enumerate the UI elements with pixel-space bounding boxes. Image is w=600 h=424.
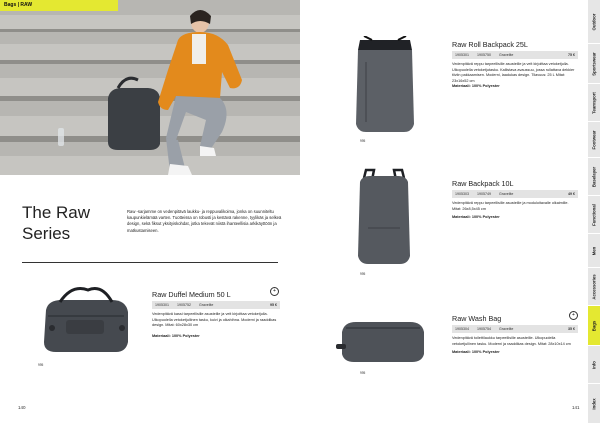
backpack-10l-info-bar <box>452 190 578 198</box>
duffel-material: Materiaali: 100% Polyester <box>152 334 200 338</box>
wash-bag-price: 35 € <box>568 327 575 331</box>
series-title-line1: The Raw <box>22 203 91 222</box>
wash-bag-color: Gravelite <box>499 327 514 331</box>
backpack-10l-ean: 1905749 <box>477 192 491 196</box>
tab-baselayer[interactable]: Baselayer <box>588 158 600 196</box>
tab-functional[interactable]: Functional <box>588 196 600 234</box>
tab-info[interactable]: Info <box>588 346 600 384</box>
plus-icon: + <box>572 312 575 318</box>
plus-icon: + <box>273 288 276 294</box>
wash-bag-color-code: 995 <box>360 371 366 375</box>
backpack-10l-sku: 1905303 <box>455 192 469 196</box>
duffel-sku: 1905301 <box>155 303 169 307</box>
series-title <box>22 202 90 244</box>
duffel-add-button[interactable] <box>270 287 279 296</box>
tab-accessories[interactable]: Accessories <box>588 268 600 306</box>
backpack-10l-image <box>354 168 414 268</box>
tab-bags[interactable]: Bags <box>588 306 600 346</box>
backpack-10l-color: Gravelite <box>499 192 514 196</box>
backpack-10l-description: Vedenpitävä reppu tarpeellisille asusteille ja moduloitavalle olkaimille. Mitat: 26x8,5x45 cm <box>452 201 569 211</box>
backpack-10l-name: Raw Backpack 10L <box>452 179 514 188</box>
roll-backpack-description: Vedenpitävä reppu tarpeellisille asusteille ja veit kirjoittaa vetoketjulla. Ulkopuolella vetoketjutasku. Kallistava avaussuu, jossa rullattava dekkier tiiviin pakkaamisen. Moderni, laadukas design. Tilavuus: 25 L Mitat: 23x16x52 cm <box>452 62 575 83</box>
roll-backpack-color-code: 995 <box>360 139 366 143</box>
tab-index[interactable]: Index <box>588 384 600 424</box>
roll-backpack-price: 75 € <box>568 53 575 57</box>
series-title-line2: Series <box>22 224 71 243</box>
wash-bag-sku: 1905304 <box>455 327 469 331</box>
tab-outdoor[interactable]: Outdoor <box>588 0 600 44</box>
wash-bag-ean: 1905754 <box>477 327 491 331</box>
page-number-left: 140 <box>18 405 26 410</box>
roll-backpack-image <box>350 36 420 136</box>
duffel-ean: 1905752 <box>177 303 191 307</box>
wash-bag-description: Vedenpitävä toilettilaukku tarpeellisille asusteille. Ulkopuolella vetoketjullinen tasku. Moderni ja raaddikas design. Mitat: 28x10x14 cm <box>452 336 571 346</box>
roll-backpack-ean: 1905750 <box>477 53 491 57</box>
series-description: Raw -sarjamme on vedenpitävä laukku- ja reppuvalikoima, jonka on suunniteltu kaupunkielämää varten. Tuotteissa on robusti ja kestävä rakenne, tyylikäs ja selkeä design, sekä fiksut yksityiskohdat, jotka tekevät niistä ihanteellisia arkikäyttöön ja matkustamiseen. <box>127 209 282 233</box>
section-divider <box>22 262 278 263</box>
duffel-description: Vedenpitävä kassi tarpeellisille asusteille ja veit kirjoittaa vetoketjulla. Ulkopuolella vetoketjullinen tasku, kuivi ja olkahihna. Moderni ja raaddikas design. Mitat: 60x28x30 cm <box>152 312 277 328</box>
tab-footwear[interactable]: Footwear <box>588 122 600 158</box>
wash-bag-info-bar <box>452 325 578 333</box>
hero-photo <box>0 0 300 175</box>
category-tabs <box>588 0 600 424</box>
backpack-10l-price: 49 € <box>568 192 575 196</box>
tab-sportswear[interactable]: Sportswear <box>588 44 600 84</box>
roll-backpack-info-bar <box>452 51 578 59</box>
duffel-color-code: 995 <box>38 363 44 367</box>
wash-bag-add-button[interactable] <box>569 311 578 320</box>
duffel-info-bar <box>152 301 280 309</box>
tab-teamsport[interactable]: Teamsport <box>588 84 600 122</box>
page-number-right: 141 <box>572 405 580 410</box>
roll-backpack-name: Raw Roll Backpack 25L <box>452 40 528 49</box>
wash-bag-material: Materiaali: 100% Polyester <box>452 350 500 354</box>
wash-bag-image <box>336 318 428 366</box>
duffel-color: Gravelite <box>199 303 214 307</box>
duffel-bag-image <box>38 280 133 360</box>
duffel-name: Raw Duffel Medium 50 L <box>152 290 231 299</box>
backpack-10l-material: Materiaali: 100% Polyester <box>452 215 500 219</box>
roll-backpack-color: Gravelite <box>499 53 514 57</box>
duffel-price: 95 € <box>270 303 277 307</box>
wash-bag-name: Raw Wash Bag <box>452 314 502 323</box>
roll-backpack-sku: 1905301 <box>455 53 469 57</box>
tab-men[interactable]: Men <box>588 234 600 268</box>
backpack-10l-color-code: 995 <box>360 272 366 276</box>
roll-backpack-material: Materiaali: 100% Polyester <box>452 84 500 88</box>
breadcrumb: Bags | RAW <box>0 0 118 11</box>
